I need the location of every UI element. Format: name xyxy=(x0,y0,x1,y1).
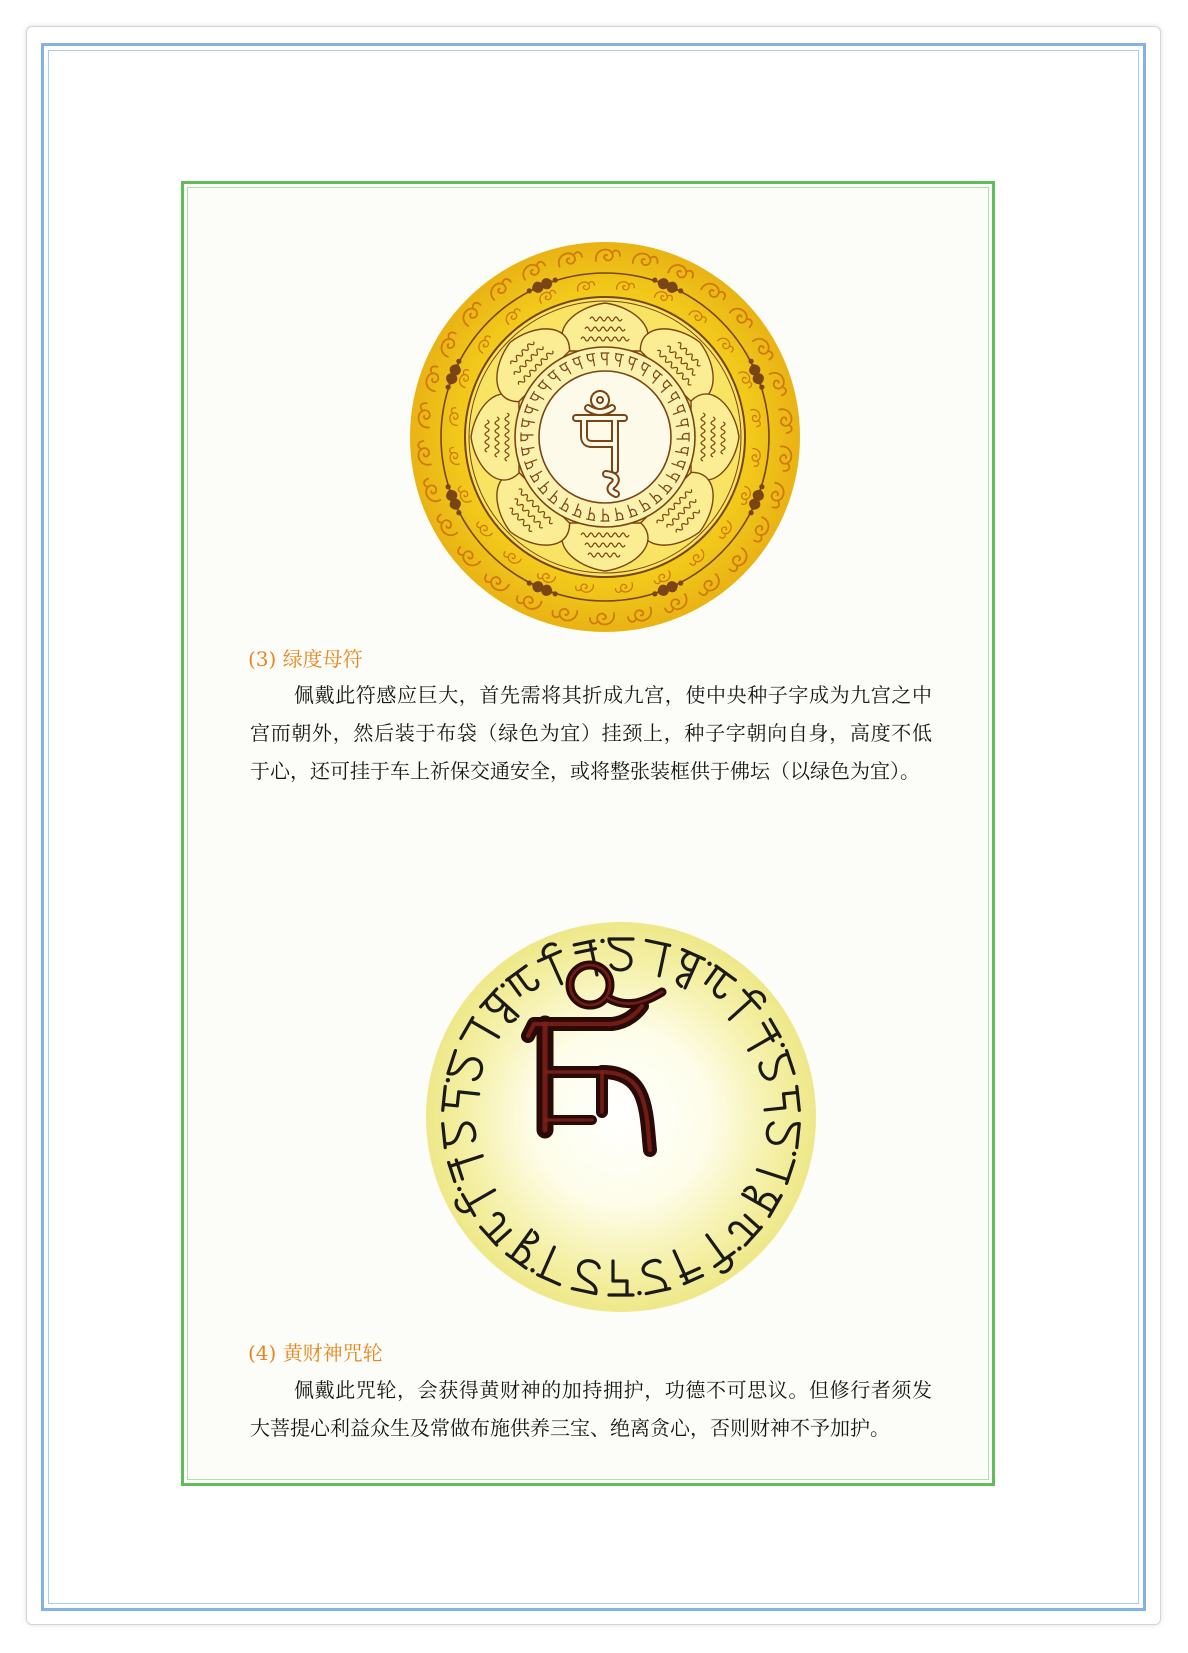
center-disc xyxy=(539,371,671,503)
green-tara-amulet-image xyxy=(400,232,810,642)
section-3-caption: (3) 绿度母符 xyxy=(248,647,363,671)
section-4-caption: (4) 黄财神咒轮 xyxy=(248,1341,383,1365)
section-3-text-line: 佩戴此符感应巨大，首先需将其折成九宫，使中央种子字成为九宫之中 xyxy=(294,683,932,707)
yellow-jambhala-mantra-wheel-image xyxy=(416,912,826,1322)
section-3-text-line: 宫而朝外，然后装于布袋（绿色为宜）挂颈上，种子字朝向自身，高度不低 xyxy=(250,721,932,745)
glow-disc xyxy=(426,922,816,1312)
section-4-text-line: 大菩提心利益众生及常做布施供养三宝、绝离贪心，否则财神不予加护。 xyxy=(250,1416,890,1440)
section-4-text-line: 佩戴此咒轮，会获得黄财神的加持拥护，功德不可思议。但修行者须发 xyxy=(294,1378,932,1402)
section-3-text-line: 于心，还可挂于车上祈保交通安全，或将整张装框供于佛坛（以绿色为宜）。 xyxy=(250,759,920,783)
